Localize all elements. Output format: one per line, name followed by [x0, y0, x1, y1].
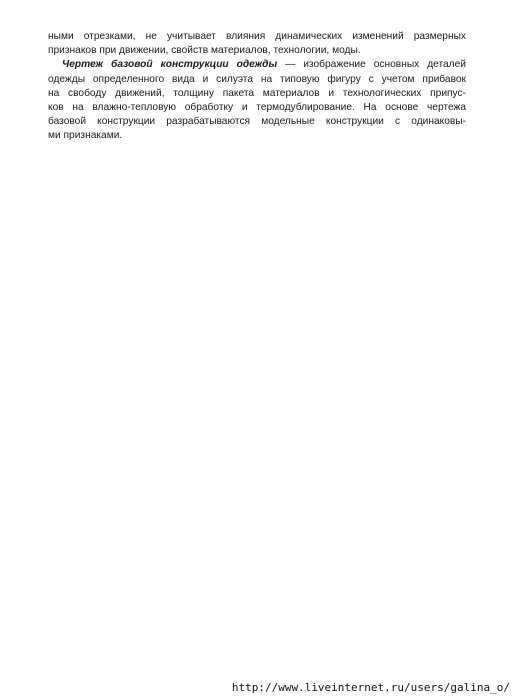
- text-line: признаков при движении, свойств материалов, технологии, моды.: [48, 45, 361, 57]
- definition-term: Чертеж базовой конструкции одежды: [62, 59, 278, 71]
- text-line: ми признаками.: [48, 130, 123, 142]
- text-line: базовой конструкции разрабатываются модельные конструкции с одинаковы-: [48, 116, 466, 128]
- text-line: одежды определенного вида и силуэта на типовую фигуру с учетом прибавок: [48, 73, 466, 85]
- definition-text: — изображение основных деталей: [277, 59, 466, 71]
- text-line: на свободу движений, толщину пакета материалов и технологических припус-: [48, 87, 466, 99]
- body-text: [48, 30, 466, 144]
- definition-first-line: [48, 58, 466, 72]
- source-url-watermark: http://www.liveinternet.ru/users/galina_o/: [231, 681, 510, 694]
- text-line: ными отрезками, не учитывает влияния динамических изменений размерных: [48, 31, 466, 42]
- text-line: ков на влажно-тепловую обработку и термодублирование. На основе чертежа: [48, 102, 466, 114]
